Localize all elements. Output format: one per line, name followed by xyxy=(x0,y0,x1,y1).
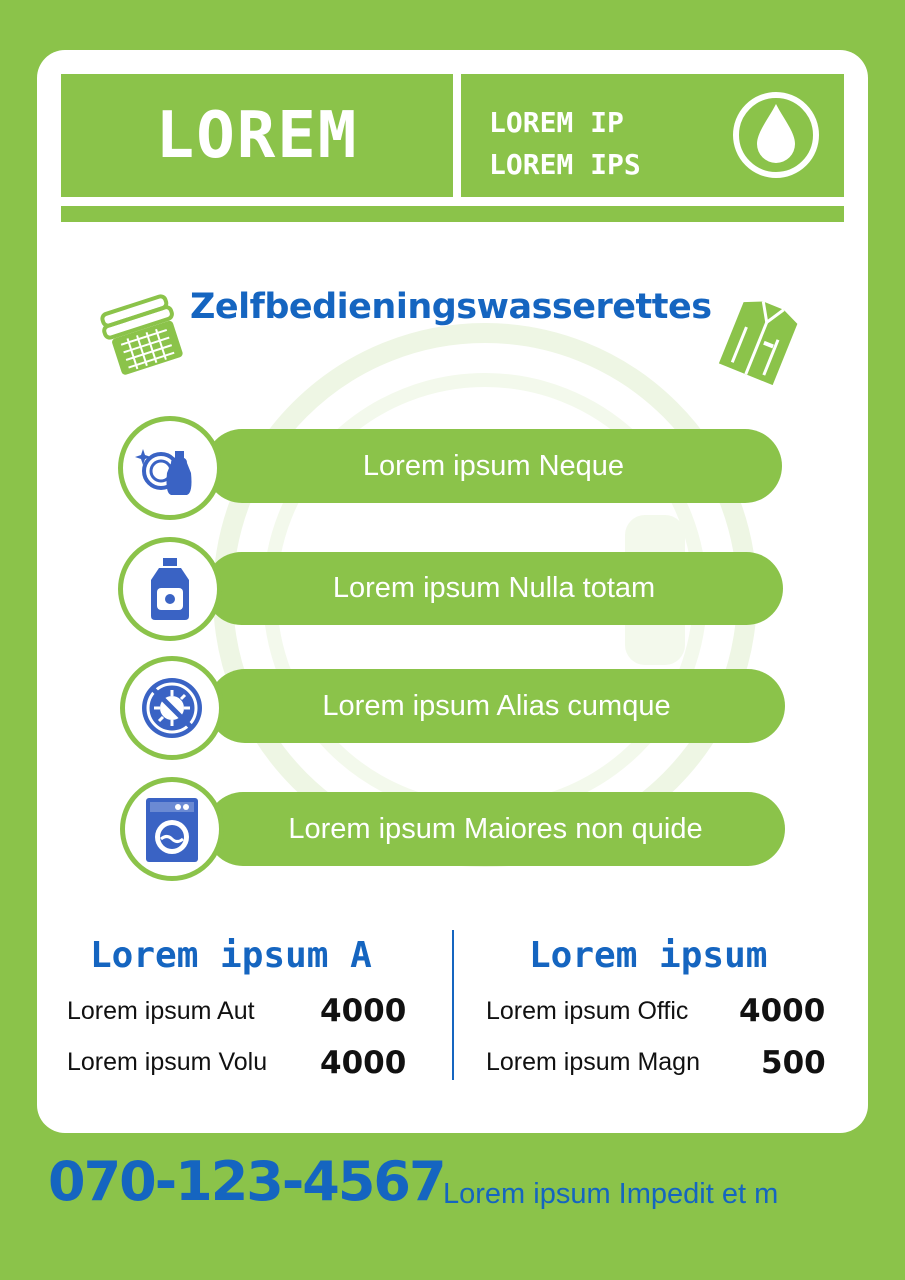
laundry-basket-icon xyxy=(98,285,190,377)
header-info-panel xyxy=(461,74,844,197)
service-label: Lorem ipsum Maiores non quide xyxy=(288,812,703,845)
footer-text: Lorem ipsum Impedit et m xyxy=(443,1178,779,1210)
service-label: Lorem ipsum Neque xyxy=(362,449,625,482)
prices-right-row-value: 4000 xyxy=(739,993,826,1029)
prices-right-title: Lorem ipsum xyxy=(529,935,768,976)
service-icon-circle-2 xyxy=(118,537,222,641)
service-label: Lorem ipsum Alias cumque xyxy=(322,689,671,722)
prices-left-row-label: Lorem ipsum Volu xyxy=(67,1048,268,1076)
service-pill-3 xyxy=(208,669,785,743)
folded-shirt-icon xyxy=(713,293,808,385)
prices-left-row-label: Lorem ipsum Aut xyxy=(67,997,255,1025)
service-icon-circle-3 xyxy=(120,656,224,760)
prices-right-row-label: Lorem ipsum Offic xyxy=(486,997,689,1025)
prices-left-row-value: 4000 xyxy=(320,1045,407,1081)
washing-machine-icon xyxy=(137,794,207,864)
prices-right-row-label: Lorem ipsum Magn xyxy=(486,1048,700,1076)
brand-name: LOREM xyxy=(155,98,359,173)
prices-left-row-value: 4000 xyxy=(320,993,407,1029)
service-icon-circle-1 xyxy=(118,416,222,520)
section-divider xyxy=(452,930,454,1080)
service-icon-circle-4 xyxy=(120,777,224,881)
header-underline xyxy=(61,206,844,222)
service-pill-1 xyxy=(205,429,782,503)
water-drop-icon xyxy=(731,90,821,180)
service-pill-4 xyxy=(206,792,785,866)
header-line-1: LOREM IP xyxy=(489,106,624,139)
phone-number[interactable]: 070-123-4567 xyxy=(48,1150,445,1213)
detergent-bottle-icon xyxy=(135,554,205,624)
service-pill-2 xyxy=(205,552,783,625)
header-line-2: LOREM IPS xyxy=(489,148,641,181)
dish-soap-icon xyxy=(135,433,205,503)
prices-left-title: Lorem ipsum A xyxy=(90,935,372,976)
no-germs-icon xyxy=(137,673,207,743)
header-brand-panel xyxy=(61,74,453,197)
page-title: Zelfbedieningswasserettes xyxy=(190,287,712,327)
service-label: Lorem ipsum Nulla totam xyxy=(332,572,656,604)
prices-right-row-value: 500 xyxy=(761,1045,826,1081)
